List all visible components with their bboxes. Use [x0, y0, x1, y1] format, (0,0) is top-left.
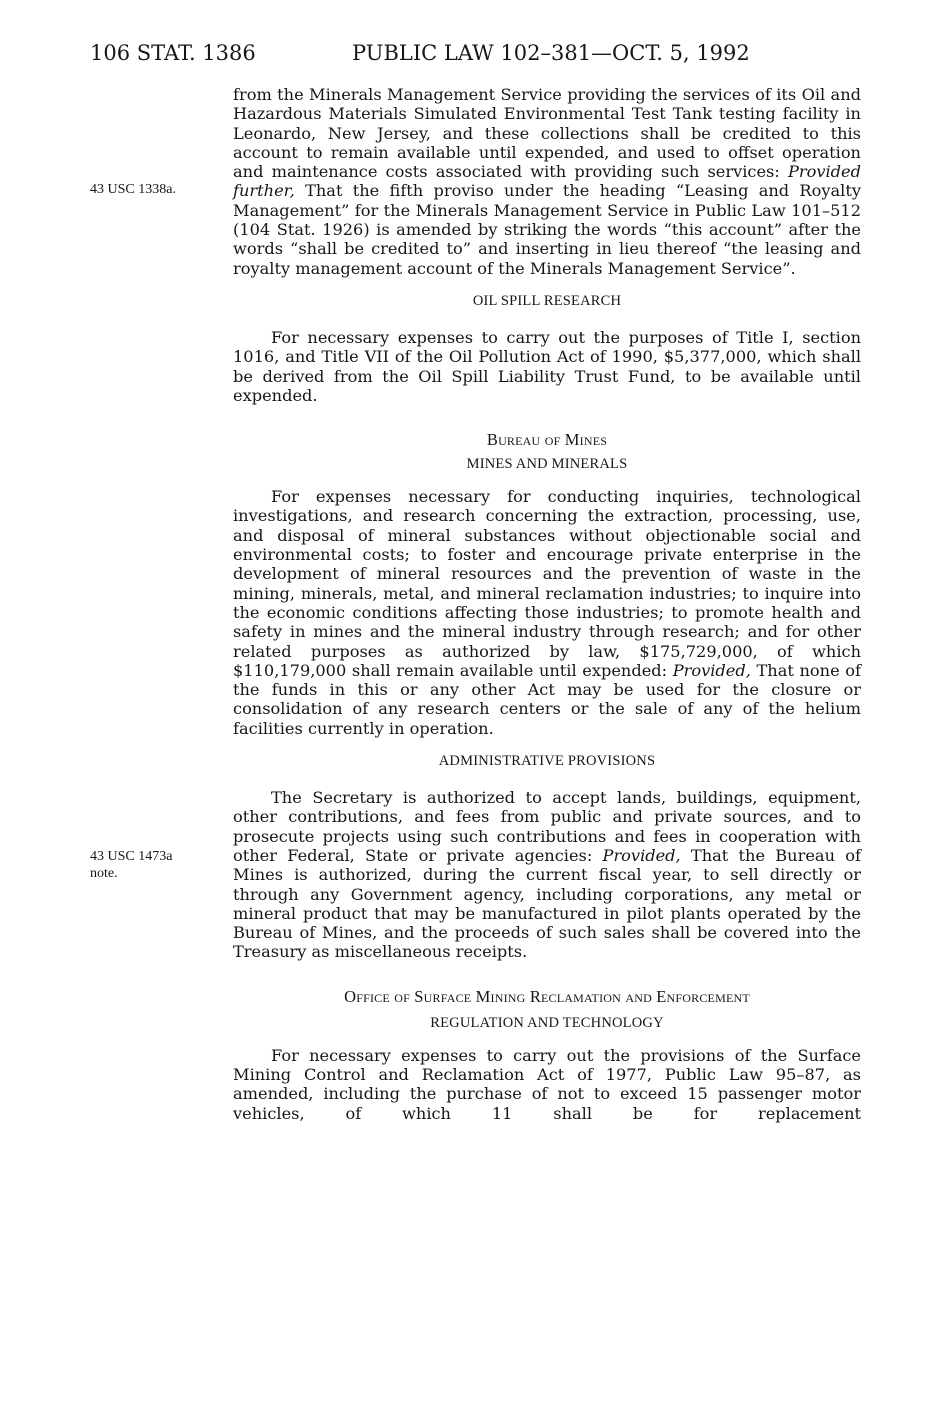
proviso: Provided, [672, 660, 751, 680]
document-body [233, 85, 861, 1123]
mines-minerals-paragraph: For expenses necessary for conducting inquiries, technological investigations, and research concerning the extraction, processing, use, and disposal of mineral substances without objectionable social and environmental costs; to foster and encourage private enterprise in the development of mineral resources and the prevention of waste in the mining, minerals, metal, and mineral reclamation industries; to inquire into the economic conditions affecting those industries; to promote health and safety in mines and the mineral industry through research; and for other related purposes as authorized by law, $175,729,000, of which $110,179,000 shall remain available until expended: Provided, That none of the funds in this or any other Act may be used for the closure or consolidation of any research centers or the sale of any of the helium facilities currently in operation. [233, 487, 861, 738]
continuation-paragraph: from the Minerals Management Service providing the services of its Oil and Hazardous Materials Simulated Environmental Test Tank testing facility in Leonardo, New Jersey, and these collections shall be credited to this account to remain available until expended, and used to offset operation and maintenance costs associated with providing such services: Provided further, That the fifth proviso under the heading “Leasing and Royalty Management” for the Minerals Management Service in Public Law 101–512 (104 Stat. 1926) is amended by striking the words “this account” after the words “shall be credited to” and inserting in lieu thereof “the leasing and royalty management account of the Minerals Management Service”. [233, 85, 861, 278]
heading-regulation-and-technology: REGULATION AND TECHNOLOGY [430, 1014, 664, 1031]
administrative-paragraph: The Secretary is authorized to accept lands, buildings, equipment, other contributions, and fees from public and private sources, and to prosecute projects using such contributions and fees in cooperation with other Federal, State or private agencies: Provided, That the Bureau of Mines is authorized, during the current fiscal year, to sell directly or through any Government agency, including corporations, any metal or mineral product that may be manufactured in pilot plants operated by the Bureau of Mines, and the proceeds of such sales shall be covered into the Treasury as miscellaneous receipts. [233, 788, 861, 962]
oil-spill-paragraph: For necessary expenses to carry out the purposes of Title I, section 1016, and Title VII of the Oil Pollution Act of 1990, $5,377,000, which shall be derived from the Oil Spill Liability Trust Fund, to be available until expended. [233, 327, 861, 405]
page-header [0, 38, 940, 68]
running-head: PUBLIC LAW 102–381—OCT. 5, 1992 [352, 41, 750, 65]
folio: 106 STAT. 1386 [90, 41, 256, 65]
heading-mines-and-minerals: MINES AND MINERALS [466, 456, 628, 473]
heading-office-of-surface-mining: Office of Surface Mining Reclamation and Enforcement [344, 986, 750, 1006]
regulation-technology-paragraph: For necessary expenses to carry out the provisions of the Surface Mining Control and Reclamation Act of 1977, Public Law 95–87, as amended, including the purchase of not to exceed 15 passenger motor vehicles, of which 11 shall be for replacement [233, 1045, 861, 1123]
heading-bureau-of-mines: Bureau of Mines [486, 430, 608, 450]
proviso: Provided, [602, 845, 681, 865]
heading-oil-spill-research: OIL SPILL RESEARCH [472, 292, 622, 309]
proviso: Provided further, [233, 162, 861, 201]
heading-administrative-provisions: ADMINISTRATIVE PROVISIONS [438, 753, 656, 770]
margin-note-usc-1338a: 43 USC 1338a. [90, 182, 176, 197]
margin-note-usc-1473a: 43 USC 1473a note. [90, 849, 173, 881]
